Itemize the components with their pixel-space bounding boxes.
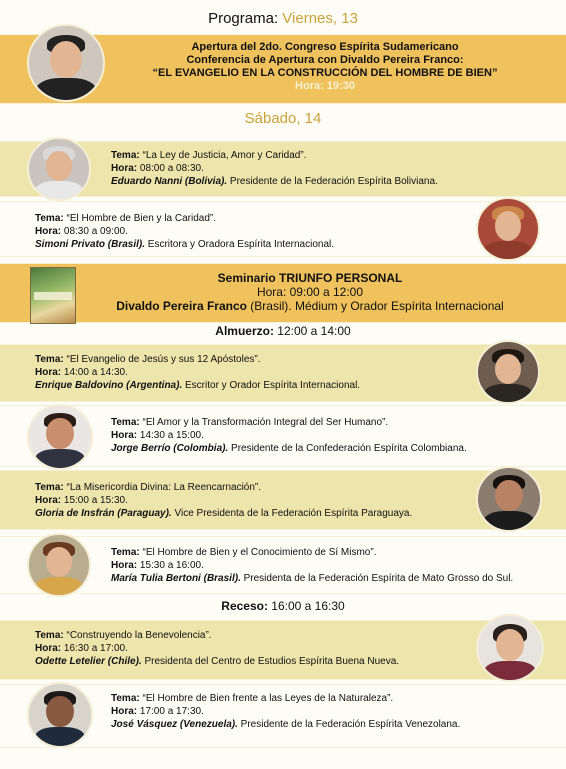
- talk-5-speaker: Gloria de Insfrán (Paraguay).: [35, 508, 172, 519]
- talk-1-speaker: Eduardo Nanni (Bolivia).: [111, 176, 228, 187]
- hora-label: Hora:: [35, 495, 62, 506]
- break-row: [0, 599, 566, 614]
- tema-label: Tema:: [35, 213, 64, 224]
- talk-7-speaker: Odette Letelier (Chile).: [35, 656, 142, 667]
- tema-label: Tema:: [111, 547, 140, 558]
- friday-heading: [0, 10, 566, 27]
- lunch-label: Almuerzo:: [215, 324, 274, 338]
- lunch-time: 12:00 a 14:00: [273, 324, 351, 338]
- opening-hora: Hora: 19:30: [295, 80, 355, 92]
- talk-1-tema: “La Ley de Justicia, Amor y Caridad”.: [142, 150, 307, 161]
- tema-label: Tema:: [111, 417, 140, 428]
- hora-label: Hora:: [111, 163, 138, 174]
- talk-4: [111, 416, 467, 455]
- speaker-photo-1: [27, 137, 91, 201]
- seminar-hora: Hora: 09:00 a 12:00: [256, 285, 364, 299]
- friday-day: Viernes, 13: [282, 10, 358, 27]
- speaker-photo-3: [476, 340, 540, 404]
- talk-2-tema: “El Hombre de Bien y la Caridad”.: [66, 213, 217, 224]
- talk-7-hora: 16:30 a 17:00.: [63, 643, 128, 654]
- talk-3-speaker: Enrique Baldovino (Argentina).: [35, 380, 183, 391]
- tema-label: Tema:: [111, 150, 140, 161]
- seminar-title: Seminario TRIUNFO PERSONAL: [217, 271, 403, 285]
- speaker-photo-2: [476, 197, 540, 261]
- break-time: 16:00 a 16:30: [267, 599, 345, 613]
- talk-4-tema: “El Amor y la Transformación Integral del Ser Humano”.: [142, 417, 389, 428]
- opening-text: [115, 41, 535, 93]
- hora-label: Hora:: [111, 560, 138, 571]
- talk-7-desc: Presidenta del Centro de Estudios Espírita Buena Nueva.: [141, 656, 400, 667]
- talk-6-hora: 15:30 a 16:00.: [139, 560, 204, 571]
- speaker-photo-8: [27, 682, 93, 748]
- speaker-photo-4: [27, 404, 93, 470]
- talk-2: [35, 212, 334, 251]
- hora-label: Hora:: [111, 706, 138, 717]
- talk-6-speaker: María Tulia Bertoni (Brasil).: [111, 573, 241, 584]
- opening-line3: “EL EVANGELIO EN LA CONSTRUCCIÓN DEL HOMBRE DE BIEN”: [152, 67, 498, 79]
- seminar-speaker: Divaldo Pereira Franco: [116, 299, 247, 313]
- talk-5-tema: “La Misericordia Divina: La Reencarnación”.: [66, 482, 262, 493]
- talk-2-desc: Escritora y Oradora Espírita Internacional.: [145, 239, 335, 250]
- speaker-photo-7: [476, 614, 544, 682]
- book-cover-image: [30, 267, 76, 324]
- talk-7-tema: “Construyendo la Benevolencia”.: [66, 630, 212, 641]
- talk-5-desc: Vice Presidenta de la Federación Espírita Paraguaya.: [171, 508, 413, 519]
- hora-label: Hora:: [111, 430, 138, 441]
- talk-6: [111, 546, 513, 585]
- talk-8-desc: Presidente de la Federación Espírita Venezolana.: [237, 719, 461, 730]
- talk-4-hora: 14:30 a 15:00.: [139, 430, 204, 441]
- talk-8-tema: “El Hombre de Bien frente a las Leyes de la Naturaleza”.: [142, 693, 394, 704]
- talk-5-hora: 15:00 a 15:30.: [63, 495, 128, 506]
- talk-7: [35, 629, 399, 668]
- tema-label: Tema:: [35, 354, 64, 365]
- talk-5: [35, 481, 412, 520]
- talk-1-hora: 08:00 a 08:30.: [139, 163, 204, 174]
- talk-4-desc: Presidente de la Confederación Espírita Colombiana.: [228, 443, 467, 454]
- tema-label: Tema:: [35, 482, 64, 493]
- saturday-heading: Sábado, 14: [244, 110, 322, 127]
- talk-3: [35, 353, 360, 392]
- hora-label: Hora:: [35, 643, 62, 654]
- tema-label: Tema:: [111, 693, 140, 704]
- talk-2-speaker: Simoni Privato (Brasil).: [35, 239, 146, 250]
- opening-line2: Conferencia de Apertura con Divaldo Pereira Franco:: [186, 54, 464, 66]
- tema-label: Tema:: [35, 630, 64, 641]
- opening-line1: Apertura del 2do. Congreso Espírita Sudamericano: [191, 41, 459, 53]
- talk-6-desc: Presidenta de la Federación Espírita de Mato Grosso do Sul.: [240, 573, 514, 584]
- speaker-photo-5: [476, 466, 542, 532]
- talk-1-desc: Presidente de la Federación Espírita Boliviana.: [227, 176, 438, 187]
- lunch-row: [0, 324, 566, 339]
- program-label: Programa:: [208, 10, 279, 27]
- speaker-photo-6: [27, 533, 91, 597]
- talk-6-tema: “El Hombre de Bien y el Conocimiento de Sí Mismo”.: [142, 547, 377, 558]
- talk-8-hora: 17:00 a 17:30.: [139, 706, 204, 717]
- talk-1: [111, 149, 438, 188]
- talk-8: [111, 692, 460, 731]
- talk-3-hora: 14:00 a 14:30.: [63, 367, 128, 378]
- talk-2-hora: 08:30 a 09:00.: [63, 226, 128, 237]
- seminar-desc: (Brasil). Médium y Orador Espírita Internacional: [246, 299, 504, 313]
- divaldo-photo: [27, 24, 105, 102]
- break-label: Receso:: [221, 599, 268, 613]
- talk-8-speaker: José Vásquez (Venezuela).: [111, 719, 238, 730]
- hora-label: Hora:: [35, 367, 62, 378]
- hora-label: Hora:: [35, 226, 62, 237]
- talk-3-tema: “El Evangelio de Jesús y sus 12 Apóstoles”.: [66, 354, 261, 365]
- talk-3-desc: Escritor y Orador Espírita Internacional.: [182, 380, 361, 391]
- seminar-text: [80, 271, 540, 313]
- talk-4-speaker: Jorge Berrío (Colombia).: [111, 443, 229, 454]
